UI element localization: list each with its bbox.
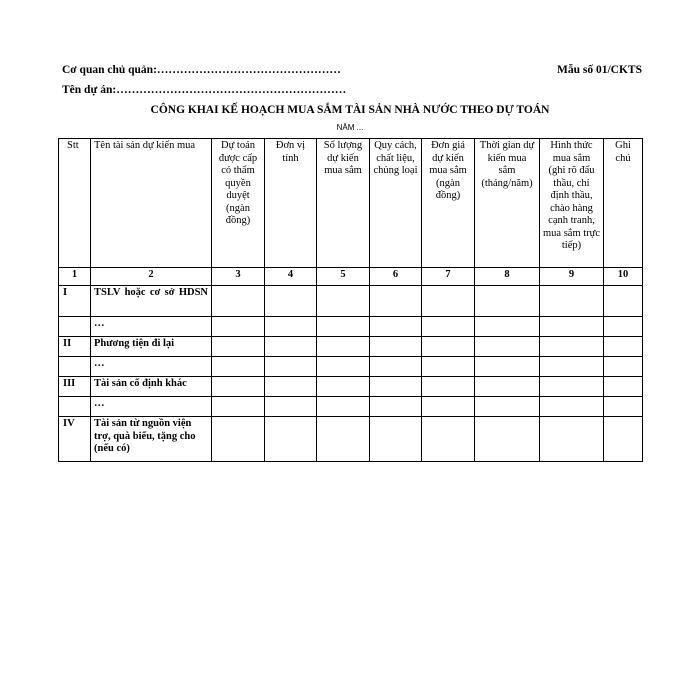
row-name: … [91, 317, 212, 337]
table-row [59, 317, 643, 337]
row-name: Tài sản từ nguồn viện trợ, quà biếu, tặng cho (nếu có) [91, 417, 212, 462]
row-number [59, 317, 91, 337]
column-number: 2 [91, 268, 212, 286]
column-header: Đơn giá dự kiến mua sắm (ngàn đồng) [422, 139, 475, 268]
table-row [59, 397, 643, 417]
table-row [59, 337, 643, 357]
column-header: Quy cách, chất liệu, chủng loại [370, 139, 422, 268]
document-title: CÔNG KHAI KẾ HOẠCH MUA SẮM TÀI SẢN NHÀ NƯỚC THEO DỰ TOÁN [150, 104, 550, 116]
column-number: 6 [370, 268, 422, 286]
column-number: 8 [475, 268, 540, 286]
row-name: Tài sản cố định khác [91, 377, 212, 397]
column-header: Tên tài sản dự kiến mua [91, 139, 212, 268]
column-header: Hình thức mua sắm (ghi rõ đấu thầu, chỉ định thầu, chào hàng cạnh tranh, mua sắm trực tiếp) [540, 139, 604, 268]
row-number: II [59, 337, 91, 357]
procurement-plan-table [58, 138, 643, 462]
table-row [59, 417, 643, 462]
column-header: Stt [59, 139, 91, 268]
row-name: … [91, 357, 212, 377]
row-number: I [59, 286, 91, 317]
agency-label: Cơ quan chủ quản:………………………………………… [62, 64, 341, 76]
project-label: Tên dự án:…………………………………………………… [62, 84, 347, 96]
row-name: TSLV hoặc cơ sở HDSN [91, 286, 212, 317]
column-header: Ghi chú [604, 139, 643, 268]
row-number [59, 397, 91, 417]
table-row [59, 377, 643, 397]
row-name: … [91, 397, 212, 417]
column-number: 9 [540, 268, 604, 286]
column-number: 10 [604, 268, 643, 286]
column-number: 1 [59, 268, 91, 286]
column-number-row [59, 268, 643, 286]
document-year: NĂM ... [336, 123, 364, 132]
form-number: Mẫu số 01/CKTS [557, 64, 642, 76]
column-number: 3 [212, 268, 265, 286]
row-name: Phương tiện đi lại [91, 337, 212, 357]
column-header: Thời gian dự kiến mua sắm (tháng/năm) [475, 139, 540, 268]
table-header-row [59, 139, 643, 268]
column-header: Số lượng dự kiến mua sắm [317, 139, 370, 268]
table-row [59, 286, 643, 317]
row-number: IV [59, 417, 91, 462]
row-number: III [59, 377, 91, 397]
column-number: 7 [422, 268, 475, 286]
table-row [59, 357, 643, 377]
column-header: Dự toán được cấp có thẩm quyền duyệt (ngàn đồng) [212, 139, 265, 268]
column-number: 4 [265, 268, 317, 286]
column-number: 5 [317, 268, 370, 286]
column-header: Đơn vị tính [265, 139, 317, 268]
row-number [59, 357, 91, 377]
